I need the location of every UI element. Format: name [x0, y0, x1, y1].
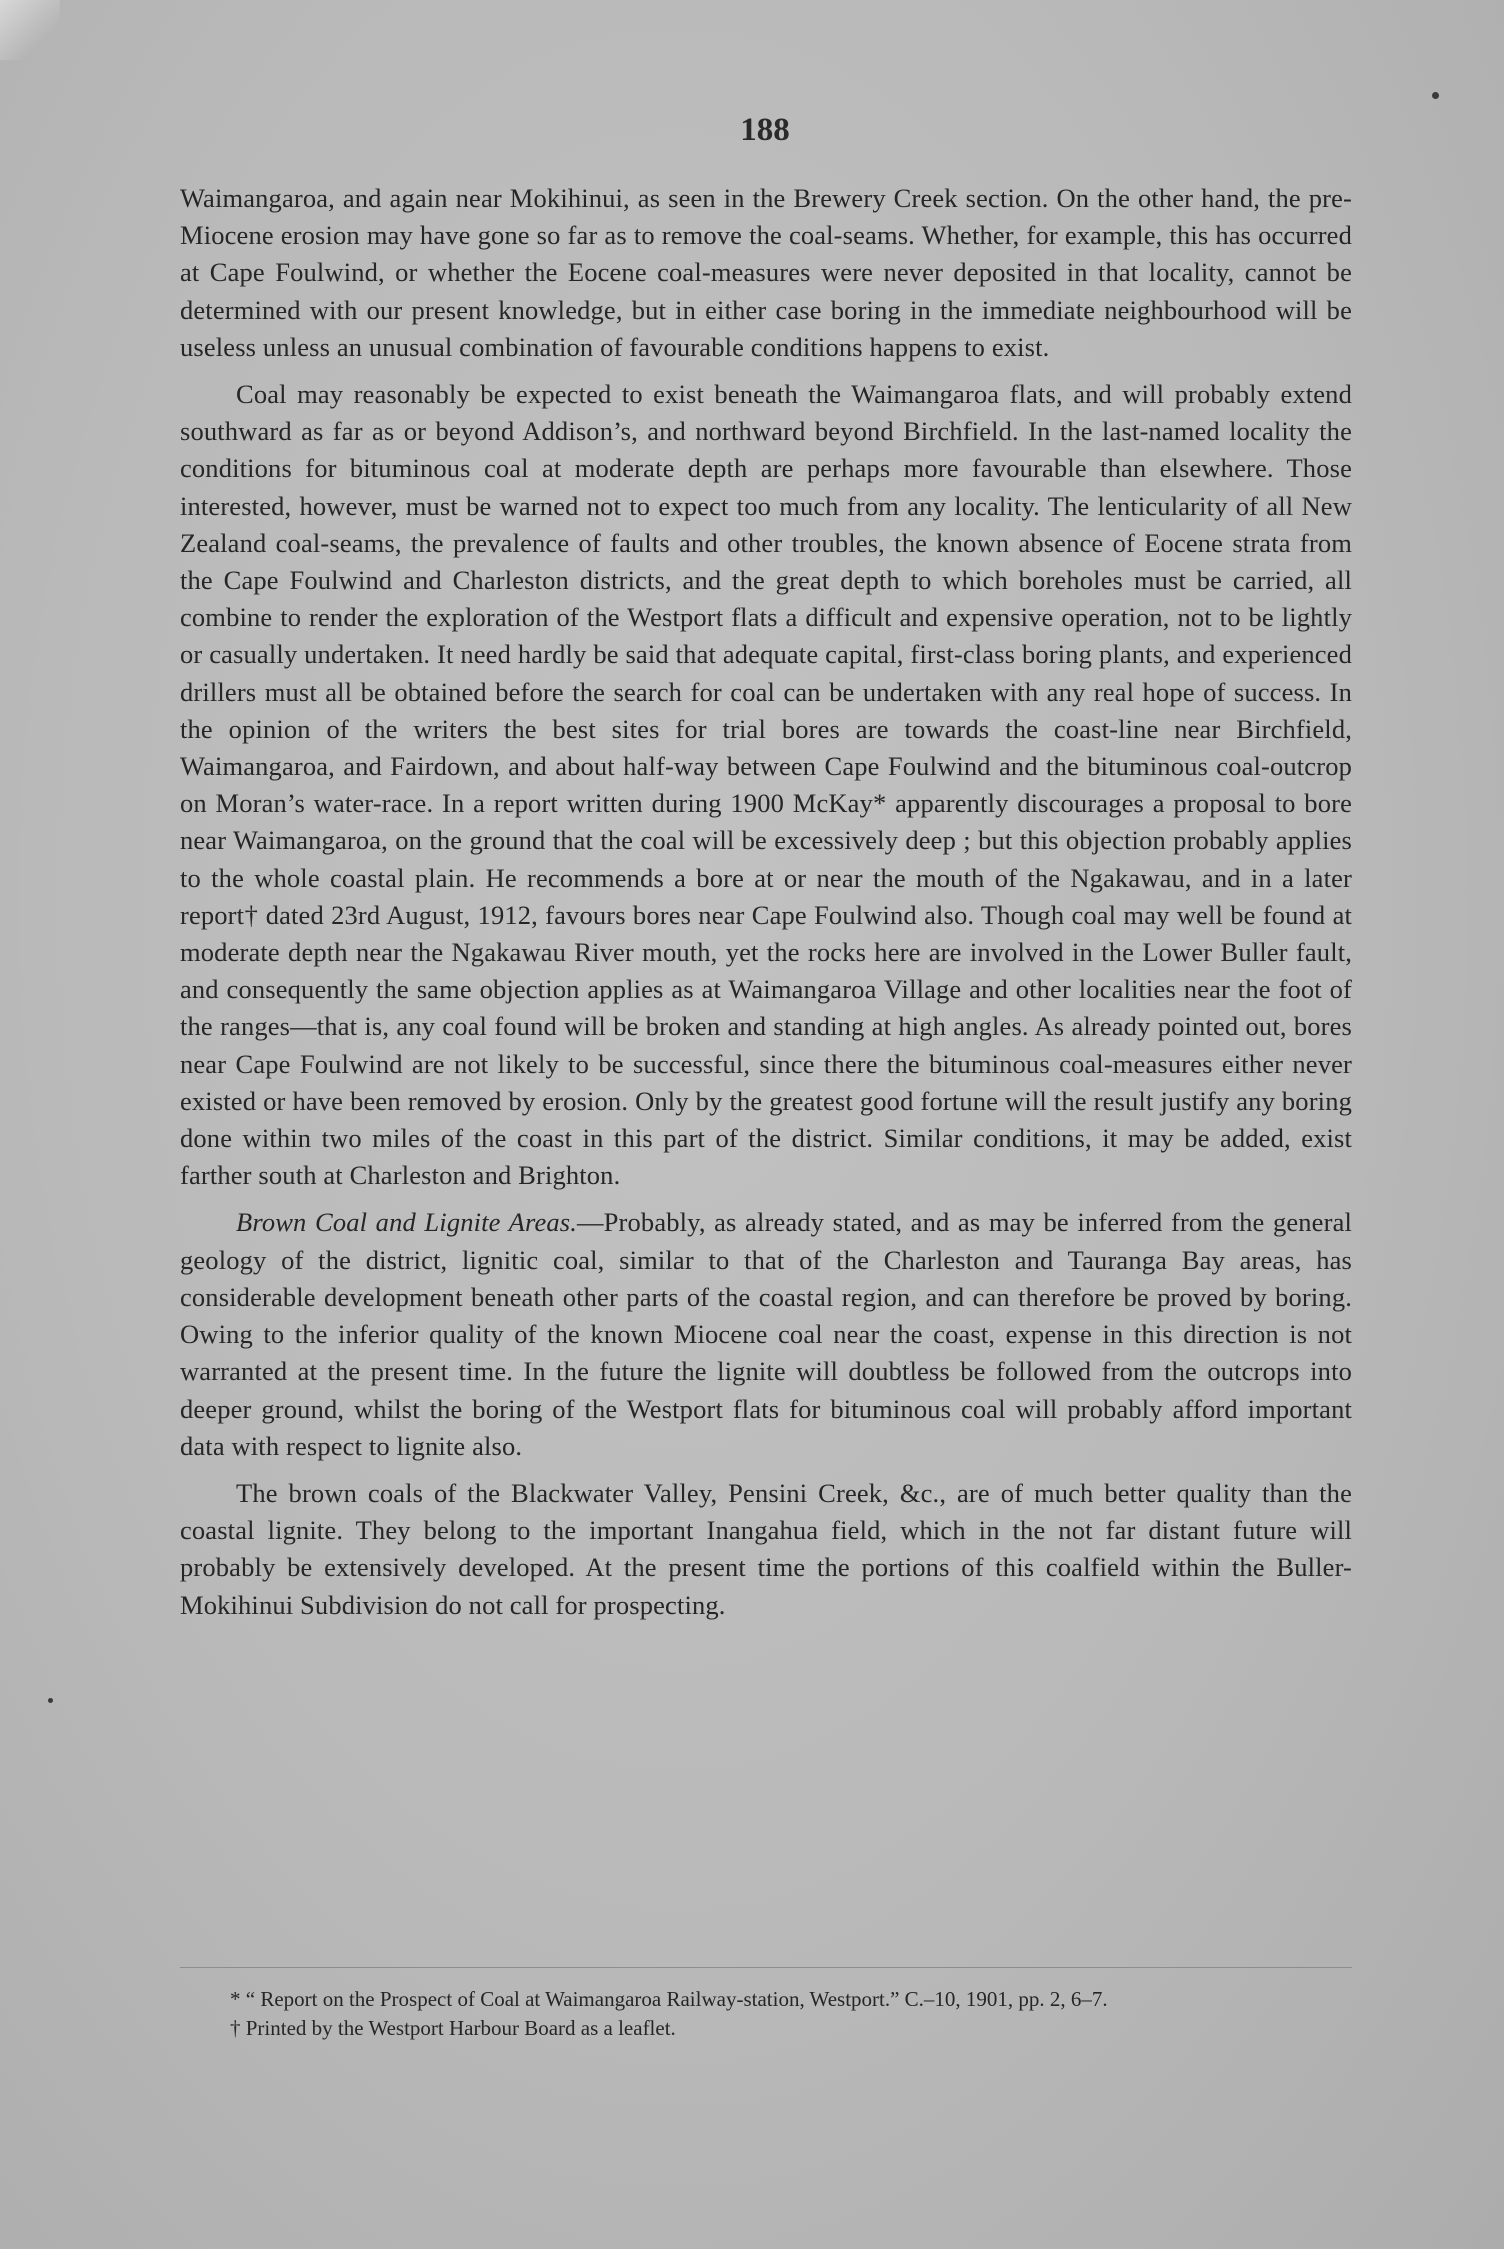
- paragraph-2: Coal may reasonably be expected to exist beneath the Waimangaroa flats, and will probably extend southward as far as or beyond Addison’s, and northward beyond Birchfield. In the last-named locality the conditions for bituminous coal at moderate depth are perhaps more favourable than elsewhere. Those interested, however, must be warned not to expect too much from any locality. The lenticularity of all New Zealand coal-seams, the prevalence of faults and other troubles, the known absence of Eocene strata from the Cape Foulwind and Charleston districts, and the great depth to which boreholes must be carried, all combine to render the exploration of the Westport flats a difficult and expensive operation, not to be lightly or casually undertaken. It need hardly be said that adequate capital, first-class boring plants, and experienced drillers must all be obtained before the search for coal can be undertaken with any real hope of success. In the opinion of the writers the best sites for trial bores are towards the coast-line near Birchfield, Waimangaroa, and Fairdown, and about half-way between Cape Foulwind and the bituminous coal-outcrop on Moran’s water-race. In a report written during 1900 McKay* apparently discourages a proposal to bore near Waimangaroa, on the ground that the coal will be excessively deep ; but this objection probably applies to the whole coastal plain. He recommends a bore at or near the mouth of the Ngakawau, and in a later report† dated 23rd August, 1912, favours bores near Cape Foulwind also. Though coal may well be found at moderate depth near the Ngakawau River mouth, yet the rocks here are involved in the Lower Buller fault, and consequently the same objection applies as at Waimangaroa Village and other localities near the foot of the ranges—that is, any coal found will be broken and standing at high angles. As already pointed out, bores near Cape Foulwind are not likely to be successful, since there the bituminous coal-measures either never existed or have been removed by erosion. Only by the greatest good fortune will the result justify any boring done within two miles of the coast in this part of the district. Similar conditions, it may be added, exist farther south at Charleston and Brighton.: [180, 379, 1352, 1191]
- page-number: 188: [740, 112, 790, 148]
- page-corner-shading: [0, 0, 60, 60]
- paper-speck: [1432, 92, 1439, 99]
- footnotes: [180, 1986, 1352, 2044]
- paper-speck: [48, 1698, 53, 1703]
- body-text: [180, 180, 1352, 1634]
- paragraph-4: The brown coals of the Blackwater Valley, Pensini Creek, &c., are of much better quality than the coastal lignite. They belong to the important Inangahua field, which in the not far distant future will probably be extensively developed. At the present time the portions of this coalfield within the Buller-Mokihinui Subdivision do not call for prospecting.: [180, 1477, 1352, 1620]
- section-heading-brown-coal: Brown Coal and Lignite Areas.: [236, 1207, 577, 1238]
- footnote-2: † Printed by the Westport Harbour Board as a leaflet.: [230, 2016, 676, 2040]
- footnote-divider: [180, 1967, 1352, 1968]
- paragraph-3: [180, 1204, 1352, 1464]
- footnote-1: * “ Report on the Prospect of Coal at Waimangaroa Railway-station, Westport.” C.–10, 1901, pp. 2, 6–7.: [230, 1987, 1108, 2011]
- paragraph-1: Waimangaroa, and again near Mokihinui, as seen in the Brewery Creek section. On the other hand, the pre-Miocene erosion may have gone so far as to remove the coal-seams. Whether, for example, this has occurred at Cape Foulwind, or whether the Eocene coal-measures were never deposited in that locality, cannot be determined with our present knowledge, but in either case boring in the immediate neighbourhood will be useless unless an unusual combination of favourable conditions happens to exist.: [180, 183, 1352, 362]
- paragraph-3-body: —Probably, as already stated, and as may be inferred from the general geology of the district, lignitic coal, similar to that of the Charleston and Tauranga Bay areas, has considerable development beneath other parts of the coastal region, and can therefore be proved by boring. Owing to the inferior quality of the known Miocene coal near the coast, expense in this direction is not warranted at the present time. In the future the lignite will doubtless be followed from the outcrops into deeper ground, whilst the boring of the Westport flats for bituminous coal will probably afford important data with respect to lignite also.: [180, 1207, 1352, 1461]
